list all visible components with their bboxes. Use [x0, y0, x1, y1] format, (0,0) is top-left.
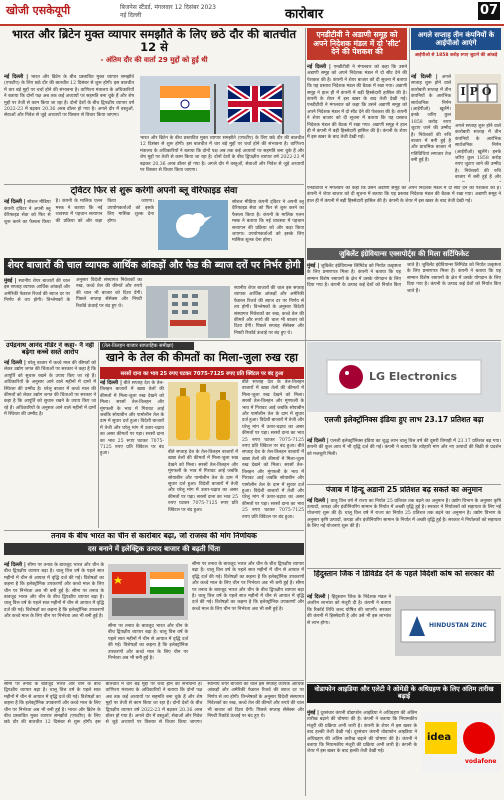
story-india-uk-fta	[4, 28, 304, 182]
body-text-continued: भारत और ब्रिटेन के बीच प्रस्तावित मुक्त व्यापार समझौते (एफटीए) के लिए छठे दौर की बातचीत 12 दिसंबर से शुरू होगी। इस बातचीत में चार बड़े मुद्दों पर चर्चा होने की संभावना है। वाणिज्य मंत्रालय के अधिकारियों ने बताया कि दोनों पक्ष अब तक कई अध्यायों पर सहमति बना चुके हैं और शेष मुद्दों पर तेजी से काम किया जा रहा है। दोनों देशों के बीच द्विपक्षीय व्यापार वर्ष 2022-23 में बढ़कर 20.36 अरब डॉलर हो गया है। अगले दौर में वस्तुओं, सेवाओं और निवेश से जुड़े अध्यायों पर विस्तार से विचार किया जाएगा।	[4, 682, 203, 726]
story-tag: (तेल-तिलहन बाजार साप्ताहिक समीक्षा)	[100, 342, 194, 350]
body-text: अगले सप्ताह शुरू होने वाले कारोबारी सप्ताह में तीन कंपनियों के आरंभिक सार्वजनिक निर्गम (आईपीओ) खुलेंगे। इनके जरिए कुल 1858 करोड़ रुपए जुटाए जाने की उम्मीद है। निवेशकों की रुचि बाजार में बनी हुई है और प्राथमिक बाजार में गतिविधियां लगातार तेज बनी हुई हैं।	[411, 75, 451, 164]
bureau: नई दिल्ली |	[307, 594, 330, 600]
bse-building-photo	[146, 286, 230, 338]
dateline-text: बिजनेस स्टैंडर्ड, मंगलवार 12 दिसंबर 2023	[120, 4, 216, 11]
row-rule	[307, 682, 501, 683]
zinc-logo-text: HINDUSTAN ZINC	[429, 622, 487, 629]
oil-photo	[168, 382, 238, 446]
bureau: मुंबई |	[307, 263, 320, 270]
lg-photo	[307, 342, 501, 412]
story-ndtv-adani	[307, 28, 407, 182]
body-text: सीमा पर तनाव के बावजूद भारत और चीन के बीच द्विपक्षीय व्यापार बढ़ा है। चालू वित्त वर्ष के पहले सात महीनों में चीन से आयात में वृद्धि दर्ज की गई। विशेषज्ञों का कहना है कि इलेक्ट्रॉनिक उपकरणों और कच्चे माल के लिए चीन पर निर्भरता अब भी बनी हुई है।	[4, 563, 104, 594]
bureau: नई दिल्ली |	[4, 74, 29, 80]
article-body	[307, 498, 501, 531]
kicker: - अंतिम दौर की वार्ता 29 मुद्दों को हुई थी	[100, 56, 208, 65]
bureau: नई दिल्ली |	[100, 380, 122, 386]
body-text-continued-2: स्थानीय शेयर बाजारों की चाल इस सप्ताह व्यापक आर्थिक आंकड़ों और अमेरिकी फेडरल रिजर्व की ब्याज दर पर निर्णय से तय होगी। विश्लेषकों के अनुसार विदेशी संस्थागत निवेशकों का रुख, कच्चे तेल की कीमतें और रुपये की चाल भी बाजार को दिशा देंगी। पिछले सप्ताह सेंसेक्स और निफ्टी रिकॉर्ड ऊंचाई पर बंद हुए थे।	[207, 682, 304, 720]
article-body-2	[242, 380, 304, 528]
headline: एलजी इलेक्ट्रॉनिक्स इंडिया हुए लाभ 23.17 प्रतिशत बढ़ा	[324, 415, 484, 424]
body-text: स्थानीय शेयर बाजारों की चाल इस सप्ताह व्यापक आर्थिक आंकड़ों और अमेरिकी फेडरल रिजर्व की ब्याज दर पर निर्णय से तय होगी। विश्लेषकों के अनुसार विदेशी संस्थागत निवेशकों का रुख, कच्चे तेल की कीमतें और रुपये की चाल भी बाजार को दिशा देंगी। पिछले सप्ताह सेंसेक्स और निफ्टी रिकॉर्ड ऊंचाई पर बंद हुए थे।	[4, 277, 142, 309]
row-rule	[4, 530, 304, 531]
story-vodafone-idea	[307, 684, 501, 796]
article-body-2	[234, 286, 304, 338]
story-raw-material	[4, 342, 96, 458]
body-text-continued: स्थानीय शेयर बाजारों की चाल इस सप्ताह व्यापक आर्थिक आंकड़ों और अमेरिकी फेडरल रिजर्व की ब्याज दर पर निर्णय से तय होगी। विश्लेषकों के अनुसार विदेशी संस्थागत निवेशकों का रुख, कच्चे तेल की कीमतें और रुपये की चाल भी बाजार को दिशा देंगी। पिछले सप्ताह सेंसेक्स और निफ्टी रिकॉर्ड ऊंचाई पर बंद हुए थे।	[234, 286, 304, 336]
story-hindustan-zinc	[307, 570, 501, 680]
vodafone-idea-photo	[421, 712, 501, 772]
bureau: नई दिल्ली |	[4, 562, 26, 568]
twitter-photo	[158, 200, 228, 250]
column-text-2	[140, 136, 304, 182]
story-punjab	[307, 486, 501, 566]
page-number: 07	[479, 3, 499, 18]
bureau: नई दिल्ली |	[411, 74, 438, 80]
article-body-3	[168, 450, 238, 528]
article-body	[307, 594, 391, 680]
body-text-continued: सीमा पर तनाव के बावजूद भारत और चीन के बीच द्विपक्षीय व्यापार बढ़ा है। चालू वित्त वर्ष के पहले सात महीनों में चीन से आयात में वृद्धि दर्ज की गई। विशेषज्ञों का कहना है कि इलेक्ट्रॉनिक उपकरणों और कच्चे माल के लिए चीन पर निर्भरता अब भी बनी हुई है।	[4, 588, 104, 620]
headline: शेयर बाजारों की चाल व्यापक आर्थिक आंकड़ों और फेड की ब्याज दरों पर निर्भर होगी	[4, 258, 304, 275]
body-text: एलजी इलेक्ट्रॉनिक्स इंडिया का शुद्ध लाभ चालू वित्त वर्ष की दूसरी तिमाही में 23.17 प्रतिशत बढ़ गया। कंपनी की कुल आय में भी वृद्धि दर्ज की गई। कंपनी ने बताया कि त्योहारी मांग और नए उत्पादों की बिक्री से प्रदर्शन को मजबूती मिली।	[307, 439, 501, 457]
stock-exchange-image	[146, 286, 230, 338]
headline: हिंदुस्तान जिंक ने डिविडेंड देने के पहले विदेशी कोष को सरकार की	[313, 570, 495, 578]
story-jubilant	[307, 186, 501, 338]
article-body	[307, 438, 501, 482]
dateline	[120, 4, 216, 20]
story-twitter-blue	[4, 186, 304, 254]
body-text: घरेलू बाजार में कच्चे माल की कीमतों को लेकर उद्योग जगत की चिंताओं पर सरकार ने कहा है कि आपूर्ति को सुचारु रखने के उपाय किए जा रहे हैं। अधिकारियों के अनुसार आने वाले महीनों में दामों में स्थिरता की उम्मीद है।	[4, 360, 96, 392]
ipo-label: IPO	[460, 85, 496, 98]
flags-photo	[140, 76, 300, 134]
article-body	[411, 74, 451, 165]
body-text-continued: अगले सप्ताह शुरू होने वाले कारोबारी सप्ताह में तीन कंपनियों के आरंभिक सार्वजनिक निर्गम (आईपीओ) खुलेंगे। इनके जरिए कुल 1858 करोड़ रुपए जुटाए जाने की उम्मीद है। निवेशकों की रुचि बाजार में बनी हुई है और	[455, 124, 501, 181]
headline: एनडीटीवी ने अडाणी समूह को अपने निदेशक मंडल में दो 'सीट' देने की पेशकश की	[307, 28, 407, 60]
row-rule	[307, 484, 501, 485]
row-rule	[4, 680, 304, 681]
row-rule	[4, 184, 304, 185]
article-body	[307, 64, 407, 142]
body-text: चालू वित्त वर्ष में राज्य का निर्यात 25 प्रतिशत तक बढ़ने का अनुमान है। उद्योग विभाग के अनुसार कृषि उत्पादों, कपड़ा और इंजीनियरिंग सामान के निर्यात में अच्छी वृद्धि हुई है। सरकार ने निर्यातकों को सहायता के लिए नई योजनाएं शुरू की हैं।	[307, 498, 501, 517]
dateline-place: नई दिल्ली	[120, 12, 142, 19]
bureau: मुंबई |	[307, 710, 319, 716]
article-body-2	[232, 200, 304, 254]
bureau: नई दिल्ली |	[307, 497, 329, 504]
body-text-continued-2: बीते सप्ताह देश के तेल-तिलहन बाजारों में खाद्य तेलों की कीमतों में मिला-जुला रुख देखने को मिला। सरसों तेल-तिलहन और मूंगफली के भाव में गिरावट आई जबकि सोयाबीन और पामोलीन तेल के दाम में सुधार दर्ज हुआ। विदेशी बाजारों में तेजी और घरेलू मांग में उतार-चढ़ाव का असर कीमतों पर पड़ा। सरसों दाना का भाव 25 रुपए घटकर 7075-7125 रुपए प्रति क्विंटल पर बंद हुआ।	[242, 444, 304, 520]
twitter-bird-icon	[158, 200, 228, 250]
body-text-continued: जुबिलेंट इंग्रेवियान्स लिमिटेड को निर्यात उत्कृष्टता के लिए प्रमाणपत्र मिला है। कंपनी ने बताया कि यह सम्मान विशेष रसायनों के क्षेत्र में उसके योगदान के लिए दिया गया है। कंपनी के उत्पाद कई देशों को निर्यात किए जाते हैं।	[407, 263, 501, 294]
body-text-continued: घरेलू बाजार में कच्चे माल की कीमतों को लेकर उद्योग जगत की चिंताओं पर सरकार ने कहा है कि आपूर्ति को सुचारु रखने के उपाय किए जा रहे हैं। अधिकारियों के अनुसार आने वाले महीनों में दामों में स्थिरता की उम्मीद है।	[4, 386, 96, 418]
article-body	[307, 263, 501, 331]
body-text-continued-3: बीते सप्ताह देश के तेल-तिलहन बाजारों में खाद्य तेलों की कीमतों में मिला-जुला रुख देखने को मिला। सरसों तेल-तिलहन और मूंगफली के भाव में गिरावट आई जबकि सोयाबीन और पामोलीन तेल के दाम में सुधार दर्ज हुआ। विदेशी बाजारों में तेजी और घरेलू मांग में उतार-चढ़ाव का असर कीमतों पर पड़ा। सरसों दाना का भाव 25 रुपए घटकर 7075-7125 रुपए प्रति क्विंटल पर बंद हुआ।	[168, 450, 238, 513]
article-body	[4, 360, 96, 419]
bureau: नई दिल्ली |	[4, 199, 26, 206]
row-rule	[4, 340, 501, 341]
body-text: जुबिलेंट इंग्रेवियान्स लिमिटेड को निर्यात उत्कृष्टता के लिए प्रमाणपत्र मिला है। कंपनी ने बताया कि यह सम्मान विशेष रसायनों के क्षेत्र में उसके योगदान के लिए दिया गया है। कंपनी के उत्पाद कई देशों को निर्यात किए जाते हैं।	[307, 263, 420, 289]
body-text: एनडीटीवी ने मंगलवार को कहा कि उसने अडाणी समूह को अपने निदेशक मंडल में दो सीट देने की पेशकश की है। कंपनी ने शेयर बाजार को दी सूचना में बताया कि यह प्रस्ताव निदेशक मंडल की बैठक में रखा गया। अडाणी समूह ने हाल ही में कंपनी में बड़ी हिस्सेदारी हासिल की है। कंपनी के शेयर में इस खबर के बाद तेजी देखी गई।	[307, 186, 501, 204]
story-edible-oil	[100, 342, 304, 528]
india-uk-flags-image	[140, 76, 300, 134]
masthead	[0, 0, 504, 26]
masthead-logo: खोजी एसकेयूपी	[6, 4, 71, 17]
body-text-continued-3: सीमा पर तनाव के बावजूद भारत और चीन के बीच द्विपक्षीय व्यापार बढ़ा है। चालू वित्त वर्ष के पहले सात महीनों में चीन से आयात में वृद्धि दर्ज की गई। विशेषज्ञों का कहना है कि इलेक्ट्रॉनिक उपकरणों और कच्चे माल के लिए चीन पर निर्भरता अब भी बनी हुई है।	[192, 581, 304, 612]
bureau: नई दिल्ली |	[307, 438, 329, 444]
headline: उपेंद्रनाथ आनंद मंडिर ने कहा- नै नहीं बढ़ेगा कच्चे सस्ते आरोप	[6, 342, 94, 357]
kicker: आईपीओ से 1858 करोड़ रुपए जुटाने की आंकड़े	[414, 53, 498, 59]
price-banner: सरसों दाना का भाव 25 रुपए घटकर 7075-7125 रुपए प्रति क्विंटल पर बंद हुआ	[100, 367, 304, 379]
bureau: मुंबई |	[4, 277, 17, 284]
column-rule	[305, 28, 306, 796]
row-rule	[307, 568, 501, 569]
idea-logo-text: idea	[427, 732, 452, 743]
headline: भारत और ब्रिटेन मुक्त व्यापार समझौते के लिए छठे दौर की बातचीत 12 से	[11, 28, 297, 55]
body-text-continued: दूरसंचार कंपनी वोडाफोन आइडिया ने अधिग्रहण की अंतिम तारीख बढ़ाने की घोषणा की है। कंपनी ने बताया कि नियामकीय मंजूरी की प्रक्रिया अभी जारी है। कंपनी के शेयर में इस खबर के बाद हल्की तेजी देखी गई।	[307, 730, 417, 755]
story-lg-electronics	[307, 342, 501, 482]
story-india-uk-continued	[4, 682, 304, 796]
body-text-continued: चालू वित्त वर्ष में राज्य का निर्यात 25 प्रतिशत तक बढ़ने का अनुमान है। उद्योग विभाग के अनुसार कृषि उत्पादों, कपड़ा और इंजीनियरिंग सामान के निर्यात में अच्छी वृद्धि हुई है। सरकार ने निर्यातकों को सहायता के लिए नई योजनाएं शुरू की हैं।	[307, 511, 501, 530]
oil-bottles-image	[168, 382, 238, 446]
headline: ट्विटर फिर से शुरू करेगी अपनी ब्लू वेरिफाइड सेवा	[70, 186, 238, 196]
bureau: नई दिल्ली |	[4, 359, 26, 366]
body-text: बीते सप्ताह देश के तेल-तिलहन बाजारों में खाद्य तेलों की कीमतों में मिला-जुला रुख देखने को मिला। सरसों तेल-तिलहन और मूंगफली के भाव में गिरावट आई जबकि सोयाबीन और पामोलीन तेल के दाम में सुधार दर्ज हुआ। विदेशी बाजारों में तेजी और घरेलू मांग में उतार-चढ़ाव का असर कीमतों पर पड़ा। सरसों दाना का भाव 25 रुपए घटकर 7075-7125 रुपए प्रति क्विंटल पर बंद हुआ।	[100, 381, 164, 457]
article-body-3	[108, 624, 188, 678]
body-text: भारत और ब्रिटेन के बीच प्रस्तावित मुक्त व्यापार समझौते (एफटीए) के लिए छठे दौर की बातचीत 12 दिसंबर से शुरू होगी। इस बातचीत में चार बड़े मुद्दों पर चर्चा होने की संभावना है। वाणिज्य मंत्रालय के अधिकारियों ने बताया कि दोनों पक्ष अब तक कई अध्यायों पर सहमति बना चुके हैं और शेष मुद्दों पर तेजी से काम किया जा रहा है। दोनों देशों के बीच द्विपक्षीय व्यापार वर्ष 2022-23 में बढ़कर 20.36 अरब डॉलर हो गया है। अगले दौर में वस्तुओं, सेवाओं और निवेश से जुड़े अध्यायों पर विस्तार से विचार किया जाएगा।	[4, 75, 134, 119]
ndtv-continued	[307, 186, 501, 246]
body-text: दूरसंचार कंपनी वोडाफोन आइडिया ने अधिग्रहण की अंतिम तारीख बढ़ाने की घोषणा की है। कंपनी ने बताया कि नियामकीय मंजूरी की प्रक्रिया अभी जारी है। कंपनी के शेयर में इस खबर के बाद हल्की तेजी देखी गई।	[307, 711, 418, 736]
section-title: कारोबार	[285, 7, 324, 22]
headline: पंजाब में हिन्दू अडानी 25 प्रतिशत बढ़ सकते का अनुमान	[325, 486, 483, 494]
headline: वोडाफोन आइडिया और एलेटी ने ओमेडी के अधिग्रहण के लिए अंतिम तारीख बढ़ाई	[307, 684, 501, 703]
china-india-flags-image	[108, 564, 188, 620]
body-text-continued-4: सीमा पर तनाव के बावजूद भारत और चीन के बीच द्विपक्षीय व्यापार बढ़ा है। चालू वित्त वर्ष के पहले सात महीनों में चीन से आयात में वृद्धि दर्ज की गई। विशेषज्ञों का कहना है कि इलेक्ट्रॉनिक उपकरणों और कच्चे माल के लिए चीन पर निर्भरता अब भी बनी हुई है।	[108, 624, 188, 662]
column-rule	[409, 28, 410, 182]
article-body	[4, 199, 154, 243]
headline: अगले सप्ताह तीन कंपनियों के आईपीओ आएंगे	[411, 28, 501, 50]
article-body	[307, 710, 417, 796]
subheadline: दस बनाने में इलेक्ट्रिक उत्पाद बाजार की बढ़ती चिंता	[4, 543, 304, 555]
article-body	[4, 74, 134, 120]
ipo-image	[455, 74, 501, 120]
headline: तनाव के बीच भारत का चीन से कारोबार बढ़ा, जो राजस्व की मांग निर्णायक	[51, 532, 257, 540]
body-text-continued: भारत और ब्रिटेन के बीच प्रस्तावित मुक्त व्यापार समझौते (एफटीए) के लिए छठे दौर की बातचीत 12 दिसंबर से शुरू होगी। इस बातचीत में चार बड़े मुद्दों पर चर्चा होने की संभावना है। वाणिज्य मंत्रालय के अधिकारियों ने बताया कि दोनों पक्ष अब तक कई अध्यायों पर सहमति बना चुके हैं और शेष मुद्दों पर तेजी से काम किया जा रहा है। दोनों देशों के बीच द्विपक्षीय व्यापार वर्ष 2022-23 में बढ़कर 20.36 अरब डॉलर हो गया है। अगले दौर में वस्तुओं, सेवाओं और निवेश से जुड़े अध्यायों पर विस्तार से विचार किया जाएगा।	[140, 136, 304, 174]
body-text-continued: एनडीटीवी ने मंगलवार को कहा कि उसने अडाणी समूह को अपने निदेशक मंडल में दो सीट देने की पेशकश की है। कंपनी ने शेयर बाजार को दी सूचना में बताया कि यह प्रस्ताव निदेशक मंडल की बैठक में रखा गया। अडाणी समूह ने हाल ही में कंपनी में बड़ी हिस्सेदारी हासिल की है। कंपनी के शेयर में इस खबर के बाद तेजी देखी गई।	[307, 103, 407, 141]
story-three-ipos	[411, 28, 501, 182]
column-text	[4, 74, 134, 182]
article-body-2	[455, 124, 501, 182]
body-text: एनडीटीवी ने मंगलवार को कहा कि उसने अडाणी समूह को अपने निदेशक मंडल में दो सीट देने की पेशकश की है। कंपनी ने शेयर बाजार को दी सूचना में बताया कि यह प्रस्ताव निदेशक मंडल की बैठक में रखा गया। अडाणी समूह ने हाल ही में कंपनी में बड़ी हिस्सेदारी हासिल की है। कंपनी के शेयर में इस खबर के बाद तेजी देखी गई।	[307, 64, 407, 102]
body-text-continued: बीते सप्ताह देश के तेल-तिलहन बाजारों में खाद्य तेलों की कीमतों में मिला-जुला रुख देखने को मिला। सरसों तेल-तिलहन और मूंगफली के भाव में गिरावट आई जबकि सोयाबीन और पामोलीन तेल के दाम में सुधार दर्ज हुआ। विदेशी बाजारों में तेजी और घरेलू मांग में उतार-चढ़ाव का असर कीमतों पर पड़ा। सरसों दाना का भाव 25 रुपए घटकर 7075-7125 रुपए प्रति क्विंटल पर बंद हुआ।	[242, 380, 304, 450]
story-india-china-trade	[4, 532, 304, 678]
body-text: हिंदुस्तान जिंक के निदेशक मंडल ने अंतरिम लाभांश को मंजूरी दी है। कंपनी ने बताया कि रिकॉर्ड तिथि जल्द घोषित की जाएगी। सरकार की कंपनी में हिस्सेदारी है और उसे भी इस लाभांश से लाभ होगा।	[307, 595, 391, 626]
lg-logo-text: LG Electronics	[369, 370, 458, 383]
vodafone-logo-text: vodafone	[465, 758, 497, 765]
bureau: नई दिल्ली |	[307, 63, 331, 70]
article-body	[4, 278, 142, 330]
body-text: सीमा पर तनाव के बावजूद भारत और चीन के बीच द्विपक्षीय व्यापार बढ़ा है। चालू वित्त वर्ष के पहले सात महीनों में चीन से आयात में वृद्धि दर्ज की गई। विशेषज्ञों का कहना है कि इलेक्ट्रॉनिक उपकरणों और कच्चे माल के लिए चीन पर निर्भरता अब भी बनी हुई है।	[4, 682, 101, 713]
headline: खाने के तेल की कीमतों का मिला-जुला रुख रहा	[106, 351, 298, 364]
article-body	[4, 682, 304, 794]
article-body	[4, 562, 104, 678]
body-text-continued-2: सीमा पर तनाव के बावजूद भारत और चीन के बीच द्विपक्षीय व्यापार बढ़ा है। चालू वित्त वर्ष के पहले सात महीनों में चीन से आयात में वृद्धि दर्ज की गई। विशेषज्ञों का कहना है कि इलेक्ट्रॉनिक उपकरणों और कच्चे माल के लिए चीन पर निर्भरता अब भी बनी हुई है।	[192, 562, 304, 587]
body-text-continued: सोशल मीडिया कंपनी ट्विटर ने अपनी ब्लू वेरिफाइड सेवा को फिर से शुरू करने का फैसला किया है। कंपनी के मालिक एलन मस्क ने बताया कि नई व्यवस्था में पहचान सत्यापन की प्रक्रिया को और कड़ा किया जाएगा। उपयोगकर्ताओं को इसके लिए मासिक शुल्क देना होगा।	[232, 200, 304, 244]
article-body-2	[192, 562, 304, 678]
story-stock-markets	[4, 258, 304, 338]
headline: जुबिलेंट इंग्रेवियान्स एक्सपोर्ट्स की मिला सर्टिफिकेट	[307, 248, 501, 260]
zinc-photo	[395, 596, 501, 656]
column-rule	[98, 342, 99, 528]
china-india-photo	[108, 564, 188, 620]
article-body	[100, 380, 164, 528]
body-text: सोशल मीडिया कंपनी ट्विटर ने अपनी ब्लू वेरिफाइड सेवा को फिर से शुरू करने का फैसला किया है। कंपनी के मालिक एलन मस्क ने बताया कि नई व्यवस्था में पहचान सत्यापन की प्रक्रिया को और कड़ा किया जाएगा। उपयोगकर्ताओं को इसके लिए मासिक शुल्क देना होगा।	[4, 199, 154, 225]
